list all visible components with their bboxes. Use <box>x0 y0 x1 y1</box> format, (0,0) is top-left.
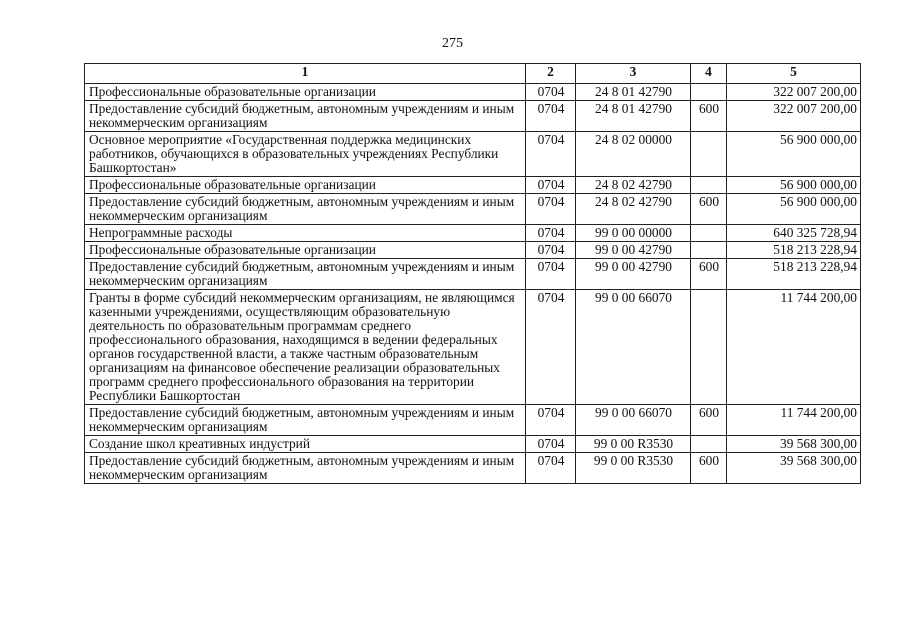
row-section: 0704 <box>526 101 576 132</box>
row-sum: 39 568 300,00 <box>727 453 861 484</box>
row-name: Предоставление субсидий бюджетным, автономным учреждениям и иным некоммерческим организациям <box>85 453 526 484</box>
row-section: 0704 <box>526 84 576 101</box>
table-row <box>85 84 861 101</box>
row-type: 600 <box>691 405 727 436</box>
table-row <box>85 225 861 242</box>
table-row <box>85 259 861 290</box>
row-sum: 39 568 300,00 <box>727 436 861 453</box>
row-type: 600 <box>691 453 727 484</box>
row-name: Предоставление субсидий бюджетным, автономным учреждениям и иным некоммерческим организациям <box>85 194 526 225</box>
row-type <box>691 242 727 259</box>
row-name: Создание школ креативных индустрий <box>85 436 526 453</box>
row-target: 99 0 00 66070 <box>576 405 691 436</box>
row-sum: 11 744 200,00 <box>727 405 861 436</box>
row-section: 0704 <box>526 453 576 484</box>
row-section: 0704 <box>526 177 576 194</box>
row-sum: 11 744 200,00 <box>727 290 861 405</box>
row-target: 24 8 01 42790 <box>576 101 691 132</box>
table-row <box>85 177 861 194</box>
row-type: 600 <box>691 194 727 225</box>
row-target: 24 8 01 42790 <box>576 84 691 101</box>
row-sum: 56 900 000,00 <box>727 132 861 177</box>
table-row <box>85 290 861 405</box>
row-type: 600 <box>691 259 727 290</box>
table-row <box>85 242 861 259</box>
row-sum: 56 900 000,00 <box>727 194 861 225</box>
table-row <box>85 453 861 484</box>
row-sum: 640 325 728,94 <box>727 225 861 242</box>
row-name: Предоставление субсидий бюджетным, автономным учреждениям и иным некоммерческим организациям <box>85 101 526 132</box>
row-name: Профессиональные образовательные организации <box>85 242 526 259</box>
table-header-row <box>85 64 861 84</box>
row-section: 0704 <box>526 132 576 177</box>
row-section: 0704 <box>526 225 576 242</box>
row-sum: 56 900 000,00 <box>727 177 861 194</box>
row-target: 99 0 00 66070 <box>576 290 691 405</box>
row-type <box>691 132 727 177</box>
row-section: 0704 <box>526 436 576 453</box>
row-sum: 322 007 200,00 <box>727 101 861 132</box>
row-section: 0704 <box>526 290 576 405</box>
row-type: 600 <box>691 101 727 132</box>
row-name: Предоставление субсидий бюджетным, автономным учреждениям и иным некоммерческим организациям <box>85 259 526 290</box>
row-sum: 322 007 200,00 <box>727 84 861 101</box>
row-type <box>691 436 727 453</box>
page-number: 275 <box>442 36 463 51</box>
column-header-name: 1 <box>85 64 526 84</box>
row-sum: 518 213 228,94 <box>727 242 861 259</box>
row-type <box>691 84 727 101</box>
row-type <box>691 290 727 405</box>
row-target: 99 0 00 42790 <box>576 242 691 259</box>
table-row <box>85 405 861 436</box>
column-header-sum: 5 <box>727 64 861 84</box>
row-name: Профессиональные образовательные организации <box>85 177 526 194</box>
row-target: 24 8 02 42790 <box>576 194 691 225</box>
row-name: Предоставление субсидий бюджетным, автономным учреждениям и иным некоммерческим организациям <box>85 405 526 436</box>
row-section: 0704 <box>526 242 576 259</box>
row-target: 24 8 02 42790 <box>576 177 691 194</box>
row-section: 0704 <box>526 194 576 225</box>
row-name: Основное мероприятие «Государственная поддержка медицинских работников, обучающихся в образовательных учреждениях Республики Башкортостан» <box>85 132 526 177</box>
row-type <box>691 225 727 242</box>
row-target: 99 0 00 R3530 <box>576 436 691 453</box>
table-row <box>85 194 861 225</box>
table-row <box>85 101 861 132</box>
column-header-section: 2 <box>526 64 576 84</box>
row-target: 99 0 00 00000 <box>576 225 691 242</box>
row-target: 99 0 00 42790 <box>576 259 691 290</box>
row-section: 0704 <box>526 405 576 436</box>
column-header-target: 3 <box>576 64 691 84</box>
column-header-type: 4 <box>691 64 727 84</box>
table-row <box>85 132 861 177</box>
row-target: 24 8 02 00000 <box>576 132 691 177</box>
row-name: Гранты в форме субсидий некоммерческим организациям, не являющимся казенными учреждениями, осуществляющим образовательную деятельность по образовательным программам среднего профессионального образования, находящимся в ведении федеральных органов государственной власти, а также частным образовательным организациям на финансовое обеспечение реализации образовательных программ среднего профессионального образования на территории Республики Башкортостан <box>85 290 526 405</box>
row-sum: 518 213 228,94 <box>727 259 861 290</box>
budget-table <box>84 63 861 484</box>
row-type <box>691 177 727 194</box>
row-name: Непрограммные расходы <box>85 225 526 242</box>
row-name: Профессиональные образовательные организации <box>85 84 526 101</box>
row-target: 99 0 00 R3530 <box>576 453 691 484</box>
row-section: 0704 <box>526 259 576 290</box>
table-row <box>85 436 861 453</box>
